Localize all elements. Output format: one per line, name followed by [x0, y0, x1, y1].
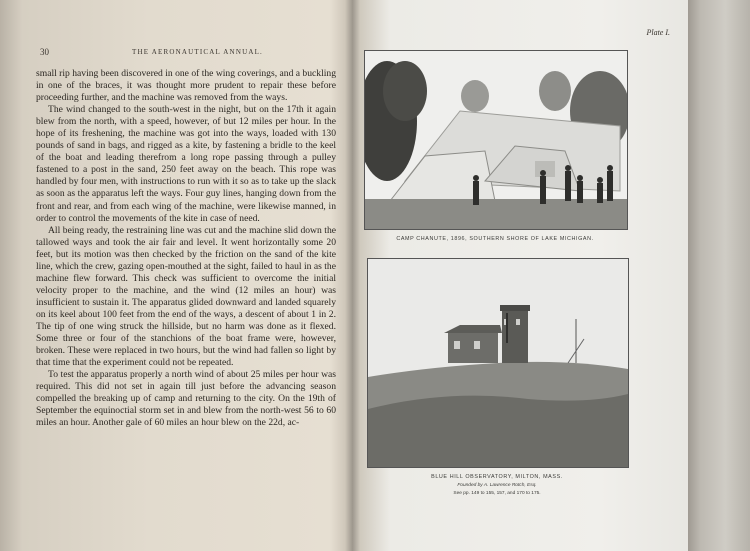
- camp-photo-image: [365, 51, 627, 229]
- running-title: THE AERONAUTICAL ANNUAL.: [132, 48, 264, 56]
- observatory-photo-caption: BLUE HILL OBSERVATORY, MILTON, MASS.: [431, 474, 563, 480]
- observatory-photo: [367, 258, 629, 468]
- plate-label: Plate I.: [646, 28, 670, 37]
- left-page: [14, 0, 344, 551]
- observatory-founder-line: Founded by A. Lawrence Rotch, Esq.: [457, 483, 537, 488]
- paragraph: All being ready, the restraining line was cut and the machine slid down the tallowed ways and took the air fair and level. It went horizontally some 20 feet, but its motion was then checked by the friction on the sand of the kite line, which the crew, gazing open-mouthed at the sight, failed to haul in as the machine flew forward. This check was sufficient to overcome the initial velocity proper to the machine, and the wind (12 miles an hour) was insufficient to sustain it. The apparatus glided downward and landed squarely on its keel about 100 feet from the end of the ways, a descent of about 1 in 2. The tip of one wing struck the hillside, but no harm was done as it flexed. Some three or four of the stanchions of the boat frame were, however, broken. These were replaced in two hours, but the wind had fallen so light by that time that the experiment could not be repeated.: [36, 224, 336, 369]
- body-text: [36, 68, 336, 429]
- camp-photo-caption: CAMP CHANUTE, 1896, SOUTHERN SHORE OF LAKE MICHIGAN.: [396, 236, 594, 242]
- observatory-page-reference: See pp. 149 to 155, 157, and 170 to 175.: [453, 491, 541, 496]
- paragraph: small rip having been discovered in one of the wing coverings, and a buckling in one of the braces, it was thought more prudent to repair these before proceeding further, and the machine was removed from the ways.: [36, 68, 336, 104]
- page-number: 30: [40, 47, 49, 57]
- right-page: [356, 0, 686, 551]
- camp-photo: [364, 50, 628, 230]
- paragraph: The wind changed to the south-west in the night, but on the 17th it again blew from the north, with a speed, however, of but 12 miles per hour. In the hope of its freshening, the machine was got into the ways, loaded with 130 pounds of sand in bags, and rigged as a kite, by fastening a bridle to the keel of the boat and leading therefrom a long rope passing through a pulley fastened to a post in the sand, 250 feet away on the beach. This rope was handled by four men, with instructions to run with it so as to take up the slack as soon as the apparatus left the ways. Four guy lines, hanging down from the front and rear, and from each wing of the machine, were likewise manned, in order to control the movements of the kite in case of need.: [36, 104, 336, 224]
- observatory-photo-image: [368, 259, 628, 467]
- page-edges: [688, 0, 750, 551]
- paragraph: To test the apparatus properly a north wind of about 25 miles per hour was required. This did not set in again till just before the advancing season compelled the breaking up of camp and returning to the city. On the 19th of September the equinoctial storm set in and blew from the north-west 56 to 60 miles an hour. Another gale of 60 miles an hour blew on the 22d, ac-: [36, 369, 336, 429]
